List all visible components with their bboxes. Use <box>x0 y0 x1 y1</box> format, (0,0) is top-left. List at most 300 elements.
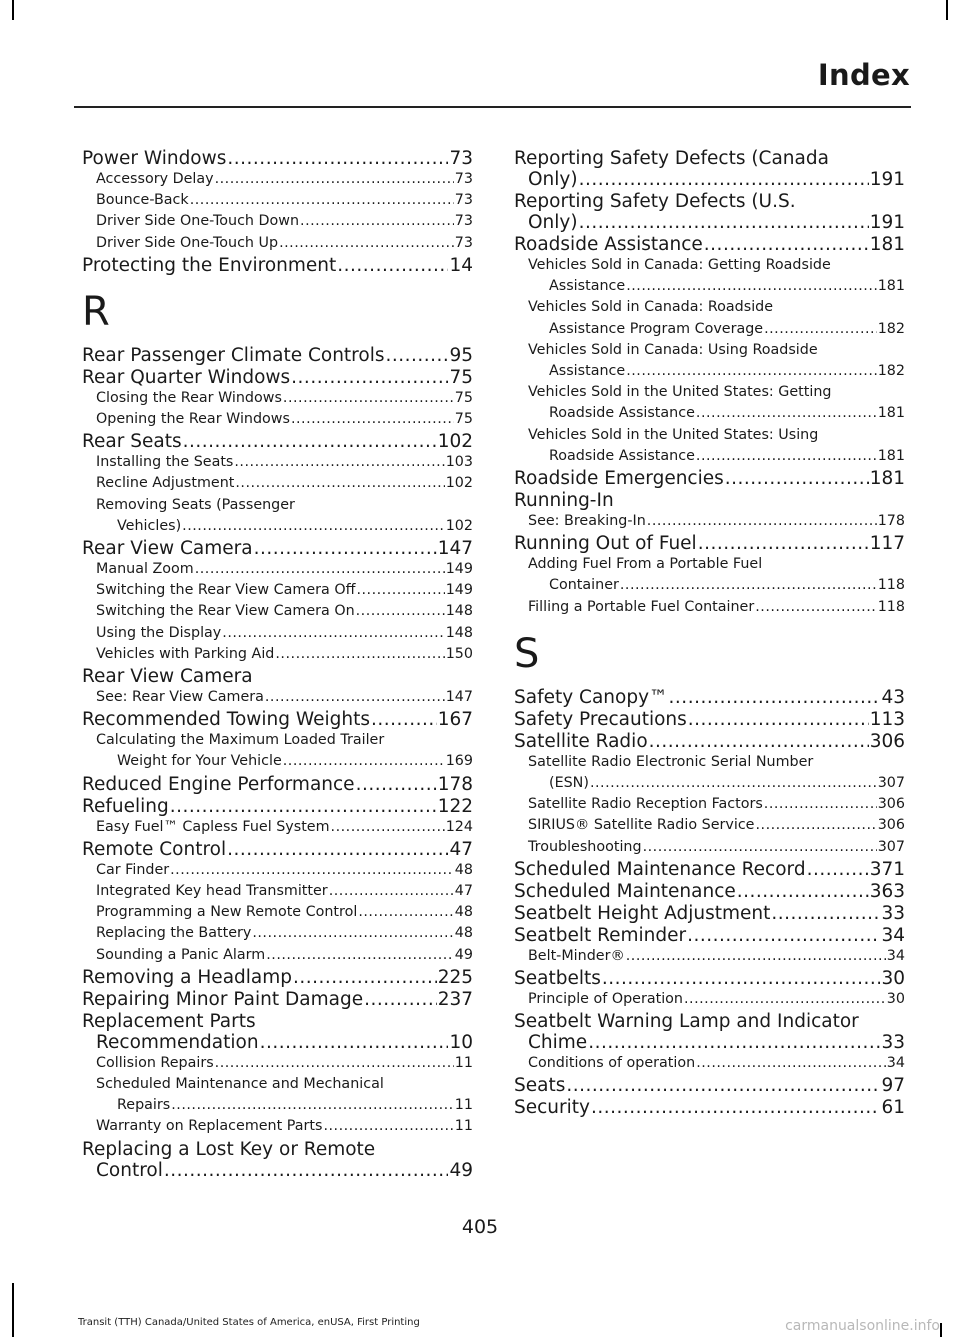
dot-leader <box>170 796 437 817</box>
entry-label-line1: Removing Seats (Passenger <box>96 496 295 513</box>
entry-label: Switching the Rear View Camera On <box>96 603 355 620</box>
entry-label: Protecting the Environment <box>82 254 337 276</box>
entry-label: Bounce-Back <box>96 192 189 209</box>
entry-label: Warranty on Replacement Parts <box>96 1118 323 1135</box>
entry-label: Roadside Assistance <box>549 405 695 422</box>
page-ref: 102 <box>445 517 473 534</box>
dot-leader <box>643 837 877 858</box>
page-ref: 117 <box>869 533 905 555</box>
entry-label: Car Finder <box>96 861 170 878</box>
index-entry <box>514 794 905 815</box>
page-ref: 103 <box>445 454 473 471</box>
index-entry <box>82 601 473 622</box>
dot-leader <box>275 644 444 665</box>
dot-leader <box>566 1075 880 1096</box>
dot-leader <box>171 1095 454 1116</box>
entry-label: Roadside Emergencies <box>514 468 724 490</box>
dot-leader <box>164 1160 449 1181</box>
index-entry <box>82 839 473 860</box>
page-ref: 14 <box>449 254 473 276</box>
page-ref: 34 <box>886 947 905 964</box>
page-ref: 95 <box>449 344 473 366</box>
page-ref: 306 <box>877 817 905 834</box>
index-entry <box>514 968 905 989</box>
page-ref: 102 <box>437 431 473 453</box>
entry-label: Control <box>96 1159 163 1181</box>
dot-leader <box>254 538 437 559</box>
footer-text: Transit (TTH) Canada/United States of America, enUSA, First Printing <box>78 1317 420 1328</box>
index-entry <box>82 817 473 838</box>
dot-leader <box>755 597 876 618</box>
entry-label-line1: Vehicles Sold in the United States: Using <box>528 426 819 443</box>
index-entry <box>82 1053 473 1074</box>
page-ref: 73 <box>449 148 473 169</box>
index-entry <box>514 1075 905 1096</box>
entry-label: Running Out of Fuel <box>514 533 697 555</box>
entry-label: Closing the Rear Windows <box>96 389 282 406</box>
index-entry-wrapped <box>82 1011 473 1053</box>
page-ref: 178 <box>437 773 473 795</box>
entry-label: Assistance <box>549 363 626 380</box>
index-entry <box>82 796 473 817</box>
dot-leader <box>170 860 454 881</box>
index-entry <box>514 837 905 858</box>
index-entry <box>514 1097 905 1118</box>
page-ref: 73 <box>454 234 473 251</box>
index-entry <box>528 446 905 467</box>
entry-label: Assistance Program Coverage <box>549 320 764 337</box>
page-ref: 43 <box>881 686 905 708</box>
index-entry <box>82 881 473 902</box>
entry-label: Scheduled Maintenance <box>514 880 736 902</box>
page-ref: 11 <box>454 1118 473 1135</box>
index-heading: Rear View Camera <box>82 666 253 688</box>
entry-label-line1: Vehicles Sold in Canada: Using Roadside <box>528 341 818 358</box>
page-ref: 61 <box>881 1097 905 1119</box>
index-entry-wrapped <box>514 425 905 467</box>
page-ref: 11 <box>454 1054 473 1071</box>
index-entry <box>82 1032 473 1053</box>
entry-label: Seatbelts <box>514 968 601 990</box>
page-ref: 73 <box>454 213 473 230</box>
dot-leader <box>364 989 437 1010</box>
dot-leader <box>329 881 454 902</box>
dot-leader <box>195 559 445 580</box>
page-ref: 97 <box>881 1075 905 1097</box>
dot-leader <box>588 1032 880 1053</box>
page-ref: 10 <box>449 1031 473 1053</box>
index-entry <box>514 903 905 924</box>
page-ref: 181 <box>869 234 905 255</box>
index-entry <box>82 211 473 232</box>
entry-label: Easy Fuel™ Capless Fuel System <box>96 818 330 835</box>
section-letter: R <box>82 288 110 335</box>
page-ref: 149 <box>445 561 473 578</box>
entry-label: See: Rear View Camera <box>96 689 264 706</box>
index-entry <box>82 169 473 190</box>
dot-leader <box>771 903 880 924</box>
page-ref: 113 <box>869 708 905 730</box>
dot-leader <box>260 1032 449 1053</box>
entry-label: Recommendation <box>96 1031 259 1053</box>
entry-label: Rear View Camera <box>82 538 253 560</box>
dot-leader <box>755 815 876 836</box>
dot-leader <box>698 533 869 554</box>
dot-leader <box>266 945 454 966</box>
index-entry <box>514 881 905 902</box>
index-entry-wrapped <box>82 1139 473 1181</box>
dot-leader <box>356 601 445 622</box>
entry-label: Principle of Operation <box>528 991 683 1008</box>
index-entry <box>514 709 905 730</box>
page-ref: 118 <box>877 598 905 615</box>
index-entry <box>82 388 473 409</box>
page-ref: 118 <box>877 577 905 594</box>
page-ref: 148 <box>445 624 473 641</box>
index-entry <box>82 559 473 580</box>
page-ref: 11 <box>454 1097 473 1114</box>
entry-label: Manual Zoom <box>96 561 194 578</box>
dot-leader <box>358 902 453 923</box>
entry-label: Driver Side One-Touch Up <box>96 234 279 251</box>
index-entry <box>82 1116 473 1137</box>
entry-label-line1: Replacing a Lost Key or Remote <box>82 1138 376 1160</box>
dot-leader <box>807 859 869 880</box>
entry-label: Safety Canopy™ <box>514 686 668 708</box>
index-entry <box>82 902 473 923</box>
entry-label: Remote Control <box>82 838 227 860</box>
index-entry <box>528 276 905 297</box>
dot-leader <box>337 255 448 276</box>
page-ref: 307 <box>877 838 905 855</box>
page-ref: 167 <box>437 709 473 731</box>
index-entry <box>514 212 905 233</box>
entry-label: Rear Passenger Climate Controls <box>82 344 385 366</box>
dot-leader <box>687 925 880 946</box>
page-ref: 75 <box>454 411 473 428</box>
index-entry <box>82 452 473 473</box>
index-entry <box>514 815 905 836</box>
dot-leader <box>283 751 445 772</box>
entry-label: Integrated Key head Transmitter <box>96 883 328 900</box>
entry-label-line1: Vehicles Sold in the United States: Getting <box>528 384 832 401</box>
entry-label: Chime <box>528 1032 588 1054</box>
entry-label: Recline Adjustment <box>96 475 235 492</box>
dot-leader <box>300 211 454 232</box>
dot-leader <box>265 687 445 708</box>
dot-leader <box>602 968 881 989</box>
index-entry <box>528 403 905 424</box>
entry-label-line1: Vehicles Sold in Canada: Roadside <box>528 299 774 316</box>
dot-leader <box>222 623 444 644</box>
entry-label-line1: Satellite Radio Electronic Serial Number <box>528 753 814 770</box>
dot-leader <box>227 148 448 169</box>
page-ref: 49 <box>454 946 473 963</box>
page-ref: 48 <box>454 925 473 942</box>
index-entry-wrapped <box>514 297 905 339</box>
entry-label: Seats <box>514 1075 566 1097</box>
entry-label: Opening the Rear Windows <box>96 411 290 428</box>
page-title: Index <box>817 58 910 92</box>
index-entry <box>514 731 905 752</box>
page-ref: 30 <box>881 968 905 990</box>
entry-label: Seatbelt Reminder <box>514 924 687 946</box>
dot-leader <box>669 687 881 708</box>
index-entry <box>514 234 905 255</box>
page-ref: 48 <box>454 904 473 921</box>
dot-leader <box>235 473 444 494</box>
dot-leader <box>649 731 869 752</box>
page-ref: 371 <box>869 858 905 880</box>
crop-mark-bottom-left <box>12 1283 14 1337</box>
index-entry <box>514 925 905 946</box>
page-ref: 122 <box>437 795 473 817</box>
page-ref: 33 <box>881 902 905 924</box>
dot-leader <box>279 233 454 254</box>
index-entry <box>82 923 473 944</box>
entry-label-line1: Reporting Safety Defects (U.S. <box>514 191 796 212</box>
dot-leader <box>704 234 869 255</box>
entry-label-line1: Replacement Parts <box>82 1010 256 1032</box>
index-entry <box>96 516 473 537</box>
index-entry <box>82 709 473 730</box>
page-ref: 124 <box>445 818 473 835</box>
entry-label: Weight for Your Vehicle <box>117 753 282 770</box>
entry-label: Repairs <box>117 1097 171 1114</box>
entry-label: Recommended Towing Weights <box>82 709 370 731</box>
page-ref: 75 <box>454 389 473 406</box>
index-column-right <box>514 147 905 1118</box>
entry-label: Sounding a Panic Alarm <box>96 946 266 963</box>
page-ref: 49 <box>449 1159 473 1181</box>
index-entry-wrapped <box>82 730 473 772</box>
entry-label-line1: Calculating the Maximum Loaded Trailer <box>96 732 385 749</box>
dot-leader <box>579 212 869 233</box>
page-ref: 30 <box>886 991 905 1008</box>
index-entry <box>96 1095 473 1116</box>
index-entry <box>82 967 473 988</box>
index-entry <box>514 511 905 532</box>
entry-label: Troubleshooting <box>528 838 642 855</box>
page-ref: 181 <box>869 468 905 490</box>
index-entry <box>82 538 473 559</box>
page-ref: 147 <box>445 689 473 706</box>
dot-leader <box>696 403 877 424</box>
page-ref: 225 <box>437 966 473 988</box>
index-entry <box>82 1160 473 1181</box>
dot-leader <box>688 709 869 730</box>
index-entry <box>514 859 905 880</box>
index-entry <box>82 255 473 276</box>
dot-leader <box>579 169 869 190</box>
index-heading: Running-In <box>514 490 614 512</box>
dot-leader <box>737 881 869 902</box>
dot-leader <box>626 946 886 967</box>
section-letter: S <box>514 630 540 677</box>
page-ref: 149 <box>445 582 473 599</box>
entry-label: Vehicles with Parking Aid <box>96 645 275 662</box>
index-entry <box>514 1032 905 1053</box>
index-entry <box>82 190 473 211</box>
dot-leader <box>323 1116 453 1137</box>
page-ref: 182 <box>877 363 905 380</box>
index-entry <box>528 773 905 794</box>
page-ref: 148 <box>445 603 473 620</box>
index-entry <box>82 473 473 494</box>
entry-label: Satellite Radio Reception Factors <box>528 796 763 813</box>
index-entry-wrapped <box>514 255 905 297</box>
dot-leader <box>227 839 448 860</box>
page-ref: 150 <box>445 645 473 662</box>
dot-leader <box>190 190 454 211</box>
crop-mark-top-right <box>946 0 948 20</box>
entry-label: Collision Repairs <box>96 1054 214 1071</box>
entry-label: Refueling <box>82 795 169 817</box>
dot-leader <box>291 409 454 430</box>
dot-leader <box>331 817 445 838</box>
entry-label: Safety Precautions <box>514 708 687 730</box>
page-ref: 102 <box>445 475 473 492</box>
entry-label: Vehicles) <box>117 517 182 534</box>
index-entry <box>514 946 905 967</box>
entry-label: Security <box>514 1097 590 1119</box>
entry-label: Seatbelt Height Adjustment <box>514 902 771 924</box>
entry-label: Switching the Rear View Camera Off <box>96 582 356 599</box>
index-entry <box>528 319 905 340</box>
entry-label: Roadside Assistance <box>549 447 695 464</box>
index-entry <box>82 148 473 169</box>
index-entry <box>514 989 905 1010</box>
index-entry <box>96 751 473 772</box>
index-entry <box>528 361 905 382</box>
page-ref: 181 <box>877 278 905 295</box>
page-ref: 33 <box>881 1032 905 1054</box>
entry-label: Assistance <box>549 278 626 295</box>
index-entry-wrapped <box>82 495 473 537</box>
page-ref: 147 <box>437 538 473 560</box>
index-entry <box>82 345 473 366</box>
crop-mark-top-left <box>12 0 14 20</box>
page-ref: 47 <box>449 838 473 860</box>
crop-mark-bottom-right <box>940 1323 942 1337</box>
page-ref: 363 <box>869 880 905 902</box>
index-entry-wrapped <box>514 148 905 190</box>
page-ref: 181 <box>877 447 905 464</box>
page-ref: 181 <box>877 405 905 422</box>
page-ref: 47 <box>454 883 473 900</box>
index-entry <box>82 580 473 601</box>
entry-label: Programming a New Remote Control <box>96 904 358 921</box>
page-ref: 191 <box>869 212 905 233</box>
entry-label: Power Windows <box>82 148 227 169</box>
entry-label: Rear Quarter Windows <box>82 366 291 388</box>
page-ref: 34 <box>881 924 905 946</box>
dot-leader <box>696 1053 886 1074</box>
index-entry-wrapped <box>82 1074 473 1116</box>
index-entry-wrapped <box>514 340 905 382</box>
watermark: carmanualsonline.info <box>785 1318 940 1334</box>
entry-label: Belt-Minder® <box>528 947 625 964</box>
dot-leader <box>620 575 877 596</box>
entry-label: SIRIUS® Satellite Radio Service <box>528 817 755 834</box>
dot-leader <box>183 431 437 452</box>
dot-leader <box>283 388 454 409</box>
entry-label: Container <box>549 577 619 594</box>
index-entry <box>514 169 905 190</box>
page-number: 405 <box>461 1216 499 1238</box>
dot-leader <box>647 511 877 532</box>
index-entry <box>82 945 473 966</box>
dot-leader <box>684 989 886 1010</box>
dot-leader <box>234 452 444 473</box>
entry-label-line1: Reporting Safety Defects (Canada <box>514 148 829 169</box>
index-entry <box>82 687 473 708</box>
index-entry-wrapped <box>514 382 905 424</box>
dot-leader <box>626 361 877 382</box>
page-ref: 48 <box>454 861 473 878</box>
dot-leader <box>626 276 877 297</box>
index-entry <box>82 774 473 795</box>
entry-label: Only) <box>528 169 578 190</box>
entry-label: (ESN) <box>549 775 589 792</box>
index-entry <box>82 644 473 665</box>
dot-leader <box>764 319 877 340</box>
dot-leader <box>215 169 454 190</box>
index-entry <box>514 1053 905 1074</box>
entry-label: Rear Seats <box>82 431 182 453</box>
entry-label-line1: Adding Fuel From a Portable Fuel <box>528 556 763 573</box>
entry-label: Removing a Headlamp <box>82 966 293 988</box>
index-entry <box>82 367 473 388</box>
entry-label-line1: Scheduled Maintenance and Mechanical <box>96 1076 384 1093</box>
dot-leader <box>696 446 877 467</box>
index-entry <box>514 533 905 554</box>
index-entry-wrapped <box>514 191 905 233</box>
entry-label: Conditions of operation <box>528 1055 696 1072</box>
index-entry <box>514 468 905 489</box>
page-ref: 237 <box>437 988 473 1010</box>
page-ref: 34 <box>886 1055 905 1072</box>
dot-leader <box>725 468 869 489</box>
dot-leader <box>215 1053 454 1074</box>
dot-leader <box>356 774 437 795</box>
index-entry <box>82 989 473 1010</box>
entry-label: See: Breaking-In <box>528 513 646 530</box>
dot-leader <box>764 794 877 815</box>
index-entry <box>514 597 905 618</box>
index-entry <box>82 623 473 644</box>
dot-leader <box>356 580 444 601</box>
dot-leader <box>182 516 445 537</box>
entry-label: Filling a Portable Fuel Container <box>528 598 755 615</box>
index-entry <box>82 233 473 254</box>
page-ref: 306 <box>877 796 905 813</box>
page-ref: 191 <box>869 169 905 190</box>
index-entry-wrapped <box>514 752 905 794</box>
page-ref: 75 <box>449 366 473 388</box>
index-entry <box>528 575 905 596</box>
index-column-left <box>82 147 473 1181</box>
dot-leader <box>371 709 437 730</box>
index-entry <box>82 409 473 430</box>
entry-label: Satellite Radio <box>514 730 648 752</box>
index-entry-wrapped <box>514 1011 905 1053</box>
entry-label-line1: Seatbelt Warning Lamp and Indicator <box>514 1011 859 1033</box>
entry-label-line1: Vehicles Sold in Canada: Getting Roadside <box>528 257 831 273</box>
page-ref: 182 <box>877 320 905 337</box>
header-divider <box>74 106 911 108</box>
entry-label: Reduced Engine Performance <box>82 773 355 795</box>
